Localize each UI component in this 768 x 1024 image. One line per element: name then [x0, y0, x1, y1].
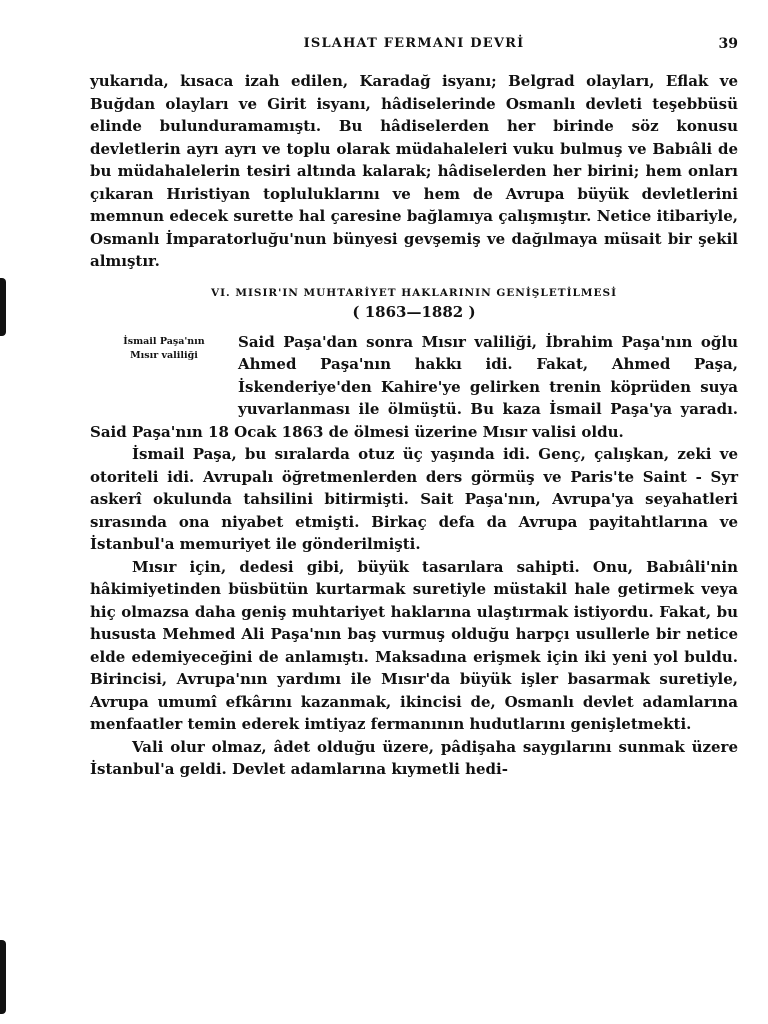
page-body — [90, 70, 738, 781]
margin-note-line: İsmail Paşa'nın — [123, 335, 205, 347]
section-heading: VI. MISIR'IN MUHTARİYET HAKLARININ GENİŞLETİLMESİ — [211, 286, 617, 299]
scan-edge-mark — [0, 278, 6, 336]
page-number: 39 — [718, 36, 738, 52]
body-paragraph: Vali olur olmaz, âdet olduğu üzere, pâdişaha saygılarını sunmak üzere İstanbul'a geldi. Devlet adamlarına kıymetli hedi- — [90, 737, 738, 778]
running-header — [90, 36, 738, 60]
body-paragraph: Mısır için, dedesi gibi, büyük tasarılara sahipti. Onu, Babıâli'nin hâkimiyetinden büsbütün kurtarmak suretiyle müstakil hale getirmek veya hiç olmazsa daha geniş muhtariyet haklarına ulaştırmak istiyordu. Fakat, bu hususta Mehmed Ali Paşa'nın baş vurmuş olduğu harpçı usullerle bir netice elde edemiyeceğini de anlamıştı. Maksadına erişmek için iki yeni yol buldu. Birincisi, Avrupa'nın yardımı ile Mısır'da büyük işler basarmak suretiyle, Avrupa umumî efkârını kazanmak, ikincisi de, Osmanlı devlet adamlarına menfaatler temin ederek imtiyaz fermanının hudutlarını genişletmekti. — [90, 557, 738, 733]
section-body — [90, 331, 738, 781]
body-paragraph: Said Paşa'dan sonra Mısır valiliği, İbrahim Paşa'nın oğlu Ahmed Paşa'nın hakkı idi. Fakat, Ahmed Paşa, İskenderiye'den Kahire'ye gelirken trenin köprüden suya yuvarlanması ile ölmüştü. Bu kaza İsmail Paşa'ya yaradı. Said Paşa'nın 18 Ocak 1863 de ölmesi üzerine Mısır valisi oldu. — [90, 332, 738, 441]
running-title: ISLAHAT FERMANI DEVRİ — [303, 36, 525, 51]
margin-note-line: Mısır valiliği — [130, 349, 198, 361]
body-paragraph: yukarıda, kısaca izah edilen, Karadağ isyanı; Belgrad olayları, Eflak ve Buğdan olayları ve Girit isyanı, hâdiselerinde Osmanlı devleti teşebbüsü elinde bulunduramamıştı. Bu hâdiselerden her birinde söz konusu devletlerin ayrı ayrı ve toplu olarak müdahaleleri vuku bulmuş ve Babıâli de bu müdahalelerin tesiri altında kalarak; hâdiselerden her birini; hem onları çıkaran Hıristiyan topluluklarını ve hem de Avrupa büyük devletlerini memnun edecek surette hal çaresine bağlamıya çalışmıştır. Netice itibariyle, Osmanlı İmparatorluğu'nun bünyesi gevşemiş ve dağılmaya müsait bir şekil almıştır. — [90, 72, 738, 270]
body-paragraph: İsmail Paşa, bu sıralarda otuz üç yaşında idi. Genç, çalışkan, zeki ve otoriteli idi. Avrupalı öğretmenlerden ders görmüş ve Paris'te Saint - Syr askerî okulunda tahsilini bitirmişti. Sait Paşa'nın, Avrupa'ya seyahatleri sırasında ona niyabet etmişti. Birkaç defa da Avrupa payitahtlarına ve İstanbul'a memuriyet ile gönderilmişti. — [90, 445, 738, 553]
margin-note — [90, 331, 238, 401]
scan-edge-mark — [0, 940, 6, 1014]
section-dates: ( 1863—1882 ) — [352, 302, 476, 321]
